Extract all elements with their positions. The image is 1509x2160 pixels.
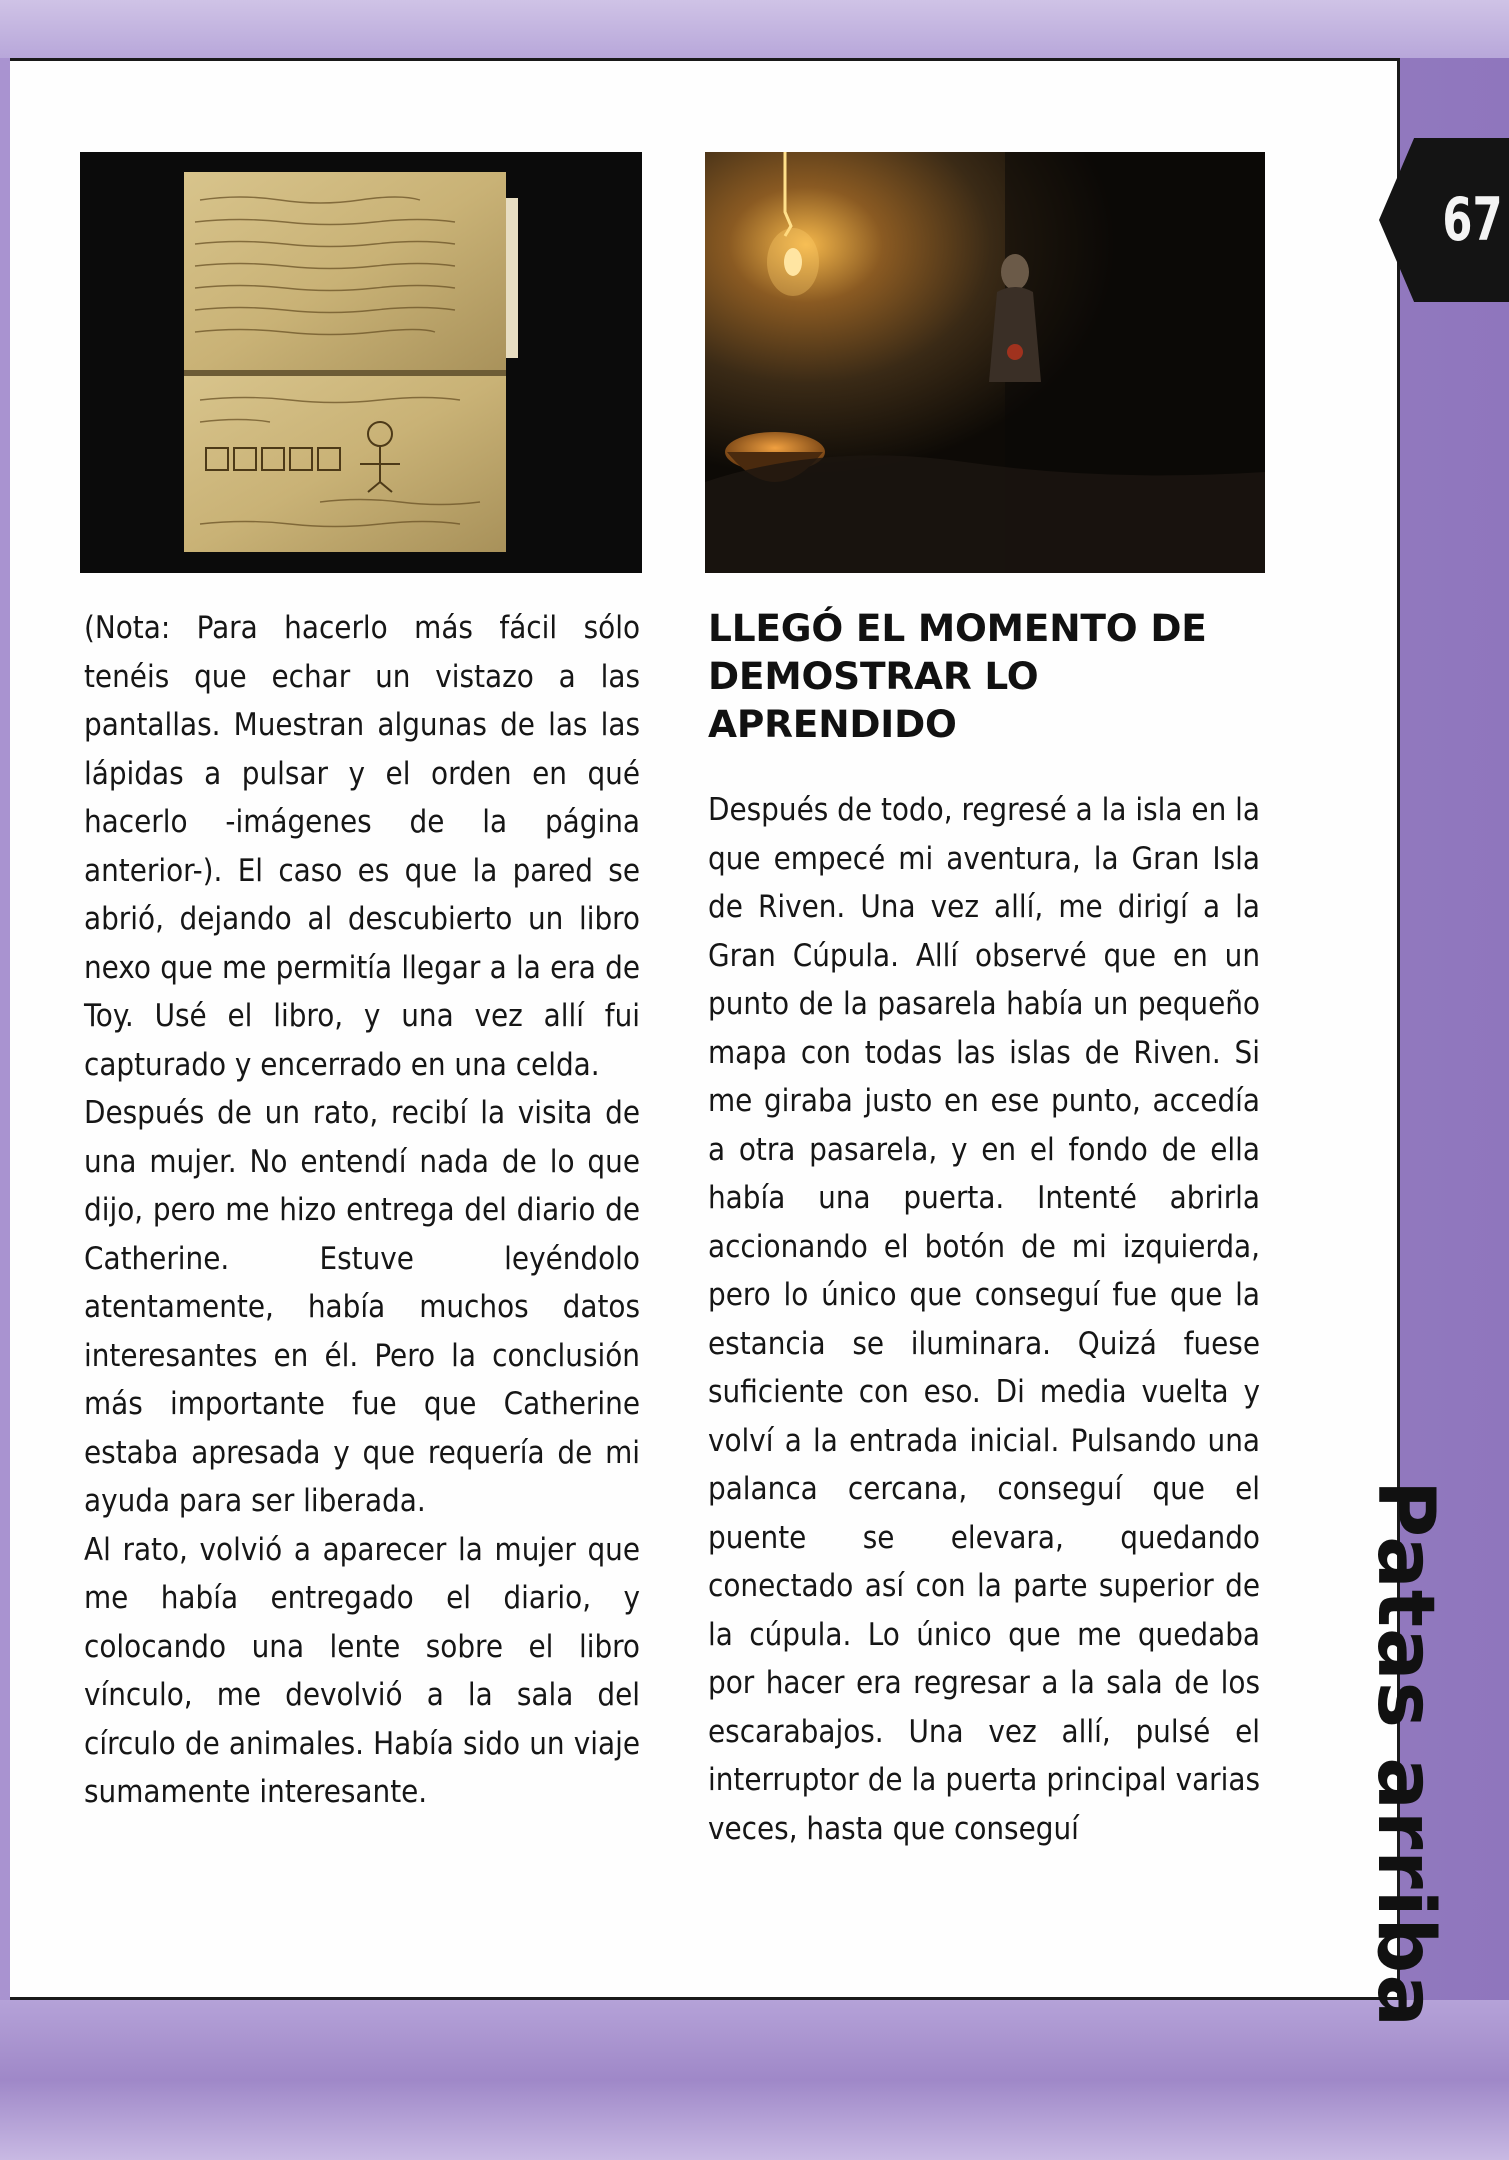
book-icon bbox=[80, 152, 642, 573]
right-text-column bbox=[708, 604, 1260, 1853]
dark-cell-screenshot bbox=[705, 152, 1265, 573]
left-paragraph-3: Al rato, volvió a aparecer la mujer que me había entregado el diario, y colocando una lente sobre el libro vínculo, me devolvió a la sala del círculo de animales. Había sido un viaje sumamente interesante. bbox=[84, 1531, 640, 1810]
section-side-title: Patas arriba bbox=[1360, 1480, 1450, 2028]
left-paragraph-1: (Nota: Para hacerlo más fácil sólo tenéis que echar un vistazo a las pantallas. Muestran algunas de las las lápidas a pulsar y el orden en qué hacerlo -imágenes de la página anterior-). El caso es que la pared se abrió, dejando al descubierto un libro nexo que me permitía llegar a la era de Toy. Usé el libro, y una vez allí fui capturado y encerrado en una celda. bbox=[84, 610, 640, 1083]
diary-page-screenshot bbox=[80, 152, 642, 573]
lantern-icon bbox=[705, 152, 1265, 573]
bottom-border-band bbox=[0, 2000, 1509, 2160]
page-number: 67 bbox=[1442, 185, 1503, 255]
top-border-band bbox=[0, 0, 1509, 58]
left-text-column bbox=[84, 604, 640, 1817]
left-paragraph-2: Después de un rato, recibí la visita de una mujer. No entendí nada de lo que dijo, pero me hizo entrega del diario de Catherine. Estuve leyéndolo atentamente, había muchos datos interesantes en él. Pero la conclusión más importante fue que Catherine estaba apresada y que requería de mi ayuda para ser liberada. bbox=[84, 1095, 640, 1519]
section-heading: LLEGÓ EL MOMENTO DE DEMOSTRAR LO APRENDIDO bbox=[708, 606, 1207, 746]
right-paragraph-1: Después de todo, regresé a la isla en la que empecé mi aventura, la Gran Isla de Riven. Una vez allí, me dirigí a la Gran Cúpula. Allí observé que en un punto de la pasarela había un pequeño mapa con todas las islas de Riven. Si me giraba justo en ese punto, accedía a otra pasarela, y en el fondo de ella había una puerta. Intenté abrirla accionando el botón de mi izquierda, pero lo único que conseguí fue que la estancia se iluminara. Quizá fuese suficiente con eso. Di media vuelta y volví a la entrada inicial. Pulsando una palanca cercana, conseguí que el puente se elevara, quedando conectado así con la parte superior de la cúpula. Lo único que me quedaba por hacer era regresar a la sala de los escarabajos. Una vez allí, pulsé el interruptor de la puerta principal varias veces, hasta que conseguí bbox=[708, 792, 1260, 1847]
